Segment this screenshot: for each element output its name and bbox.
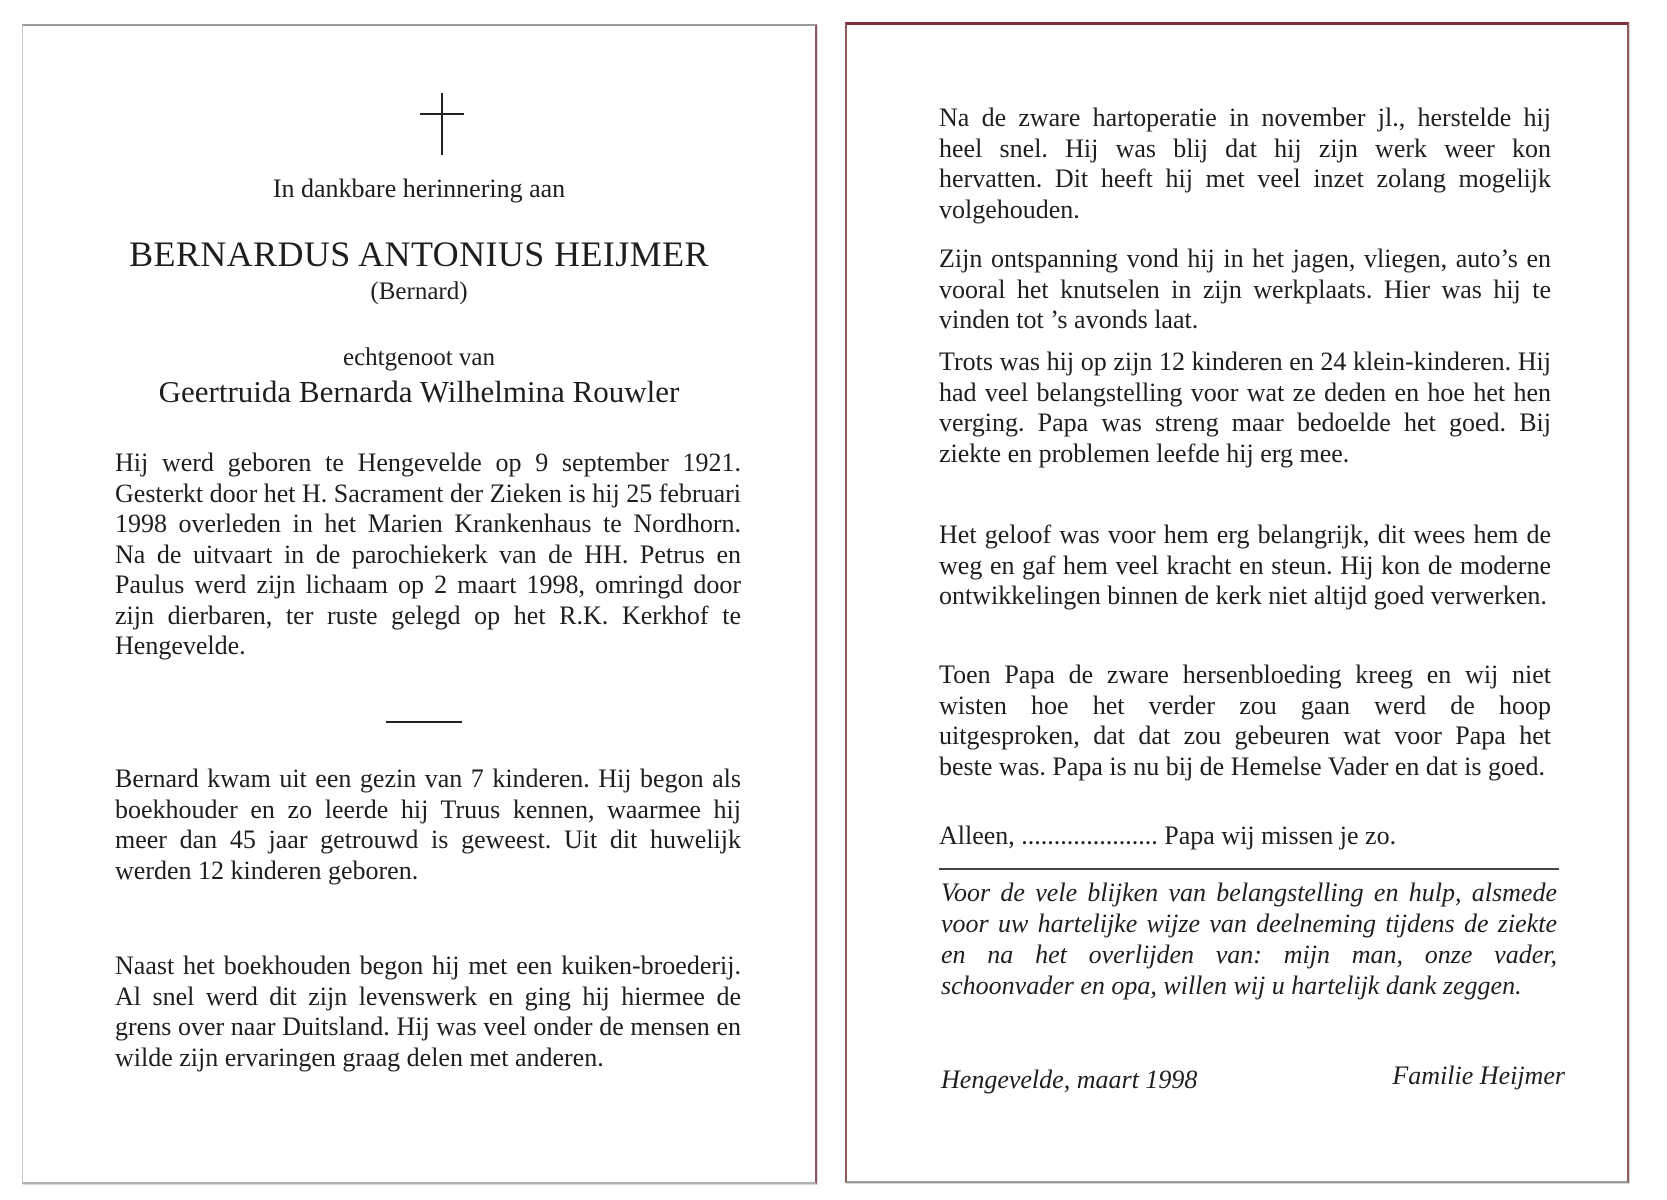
family-paragraph: Bernard kwam uit een gezin van 7 kinderen. Hij begon als boekhouder en zo leerde hij Truus kennen, waarmee hij meer dan 45 jaar getrouwd is geweest. Uit dit huwelijk werden 12 kinderen geboren. bbox=[115, 764, 741, 885]
section-divider bbox=[386, 721, 462, 723]
thanks-divider bbox=[939, 868, 1559, 870]
place-date: Hengevelde, maart 1998 bbox=[941, 1065, 1198, 1094]
nickname: (Bernard) bbox=[370, 278, 468, 305]
hobbies-paragraph: Zijn ontspanning vond hij in het jagen, vliegen, auto’s en vooral het knutselen in zijn werkplaats. Hier was hij te vinden tot ’s avonds laat. bbox=[939, 244, 1551, 334]
thanks-text: Voor de vele blijken van belangstelling en hulp, alsmede voor uw hartelijke wijze van deelneming tijdens de ziekte en na het overlijden van: mijn man, onze vader, schoonvader en opa, willen wij u hartelijk dank zeggen. bbox=[941, 878, 1557, 1000]
faith-paragraph: Het geloof was voor hem erg belangrijk, dit wees hem de weg en gaf hem veel kracht en steun. Hij kon de moderne ontwikkelingen binnen de kerk niet altijd goed verwerken. bbox=[939, 520, 1551, 610]
deceased-name: BERNARDUS ANTONIUS HEIJMER bbox=[129, 234, 709, 274]
health-paragraph: Na de zware hartoperatie in november jl., herstelde hij heel snel. Hij was blij dat hij zijn werk weer kon hervatten. Dit heeft hij met veel inzet zolang mogelijk volgehouden. bbox=[939, 103, 1551, 224]
biography-paragraph: Hij werd geboren te Hengevelde op 9 september 1921. Gesterkt door het H. Sacrament der Zieken is hij 25 februari 1998 overleden in het Marien Krankenhaus te Nordhorn. Na de uitvaart in de parochiekerk van de HH. Petrus en Paulus werd zijn lichaam op 2 maart 1998, omringd door zijn dierbaren, ter ruste gelegd op het R.K. Kerkhof te Hengevelde. bbox=[115, 448, 741, 660]
closing-line: Alleen, ..................... Papa wij missen je zo. bbox=[939, 821, 1397, 850]
left-card-page bbox=[22, 24, 817, 1184]
career-paragraph: Naast het boekhouden begon hij met een kuiken-broederij. Al snel werd dit zijn levenswerk en ging hij hiermee de grens over naar Duitsland. Hij was veel onder de mensen en wilde zijn ervaringen graag delen met anderen. bbox=[115, 951, 741, 1072]
children-paragraph: Trots was hij op zijn 12 kinderen en 24 klein-kinderen. Hij had veel belangstelling voor wat ze deden en hoe het hen verging. Papa was streng maar bedoelde het goed. Bij ziekte en problemen leefde hij erg mee. bbox=[939, 347, 1551, 468]
right-card-page bbox=[845, 22, 1629, 1183]
spouse-name: Geertruida Bernarda Wilhelmina Rouwler bbox=[158, 374, 680, 409]
final-illness-paragraph: Toen Papa de zware hersenbloeding kreeg en wij niet wisten hoe het verder zou gaan werd de hoop uitgesproken, dat dat zou gebeuren wat voor Papa het beste was. Papa is nu bij de Hemelse Vader en dat is goed. bbox=[939, 660, 1551, 781]
spouse-label: echtgenoot van bbox=[342, 344, 496, 371]
intro-text: In dankbare herinnering aan bbox=[272, 174, 566, 203]
cross-icon bbox=[420, 93, 464, 155]
family-signature: Familie Heijmer bbox=[1392, 1061, 1565, 1090]
